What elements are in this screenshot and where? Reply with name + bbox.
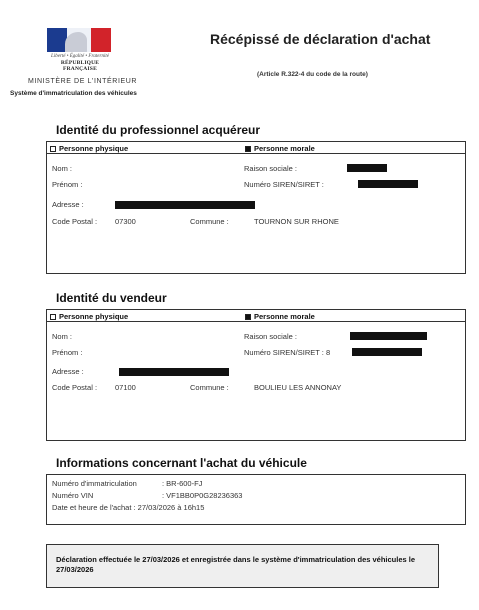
document-subtitle: (Article R.322-4 du code de la route) [257, 71, 368, 78]
redacted-siren [352, 348, 422, 356]
acquereur-section-title: Identité du professionnel acquéreur [56, 123, 261, 137]
vehicule-section-title: Informations concernant l'achat du véhicule [56, 456, 307, 470]
vendeur-raison-sociale-label: Raison sociale : [244, 332, 297, 341]
vendeur-adresse-label: Adresse : [52, 367, 84, 376]
acquereur-box [46, 141, 466, 274]
marianne-logo [47, 28, 111, 52]
vendeur-commune: BOULIEU LES ANNONAY [254, 383, 342, 392]
checkbox-checked-icon [245, 314, 251, 320]
vendeur-siren-prefix: 8 [325, 348, 331, 357]
vehicule-box [46, 474, 466, 525]
redacted-adresse [119, 368, 229, 376]
acquereur-adresse-label: Adresse : [52, 200, 84, 209]
vendeur-code-postal: 07100 [115, 383, 136, 392]
systeme-label: Système d'immatriculation des véhicules [10, 90, 137, 97]
vendeur-personne-physique: Personne physique [50, 312, 128, 321]
document-title: Récépissé de déclaration d'achat [210, 31, 431, 47]
acquereur-nom-label: Nom : [52, 164, 73, 173]
vendeur-box [46, 309, 466, 441]
acquereur-personne-morale: Personne morale [245, 144, 315, 153]
date-achat [52, 503, 204, 512]
vendeur-personne-morale: Personne morale [245, 312, 315, 321]
acquereur-code-postal: 07300 [115, 217, 136, 226]
vendeur-prenom-label: Prénom : [52, 348, 83, 357]
ministere-label: MINISTÈRE DE L'INTÉRIEUR [28, 78, 138, 85]
redacted-adresse [115, 201, 255, 209]
vendeur-siren-label: Numéro SIREN/SIRET : 8 [244, 348, 331, 357]
checkbox-checked-icon [245, 146, 251, 152]
vendeur-nom-label: Nom : [52, 332, 73, 341]
immatriculation-label: Numéro d'immatriculation [52, 479, 137, 488]
acquereur-personne-physique: Personne physique [50, 144, 128, 153]
vendeur-section-title: Identité du vendeur [56, 291, 167, 305]
acquereur-commune: TOURNON SUR RHONE [254, 217, 339, 226]
vendeur-commune-label: Commune : [190, 383, 229, 392]
acquereur-prenom-label: Prénom : [52, 180, 83, 189]
date-achat-value: 27/03/2026 à 16h15 [137, 503, 205, 512]
immatriculation-value: : BR-600-FJ [162, 479, 203, 488]
acquereur-siren-label: Numéro SIREN/SIRET : [244, 180, 324, 189]
declaration-box [46, 544, 439, 588]
vendeur-code-postal-label: Code Postal : [52, 383, 98, 392]
republique-francaise: RÉPUBLIQUE FRANÇAISE [60, 60, 100, 72]
acquereur-commune-label: Commune : [190, 217, 229, 226]
redacted-raison-sociale [347, 164, 387, 172]
vin-value: : VF1BB0P0G28236363 [162, 491, 243, 500]
vin-label: Numéro VIN [52, 491, 94, 500]
checkbox-empty-icon [50, 146, 56, 152]
devise-republique: Liberté • Égalité • Fraternité [51, 54, 109, 59]
checkbox-empty-icon [50, 314, 56, 320]
redacted-siren [358, 180, 418, 188]
acquereur-code-postal-label: Code Postal : [52, 217, 98, 226]
acquereur-raison-sociale-label: Raison sociale : [244, 164, 297, 173]
date-achat-label: Date et heure de l'achat : [52, 503, 136, 512]
redacted-raison-sociale [350, 332, 427, 340]
declaration-text: Déclaration effectuée le 27/03/2026 et enregistrée dans le système d'immatriculation des véhicules le 27/03/2026 [56, 555, 416, 574]
